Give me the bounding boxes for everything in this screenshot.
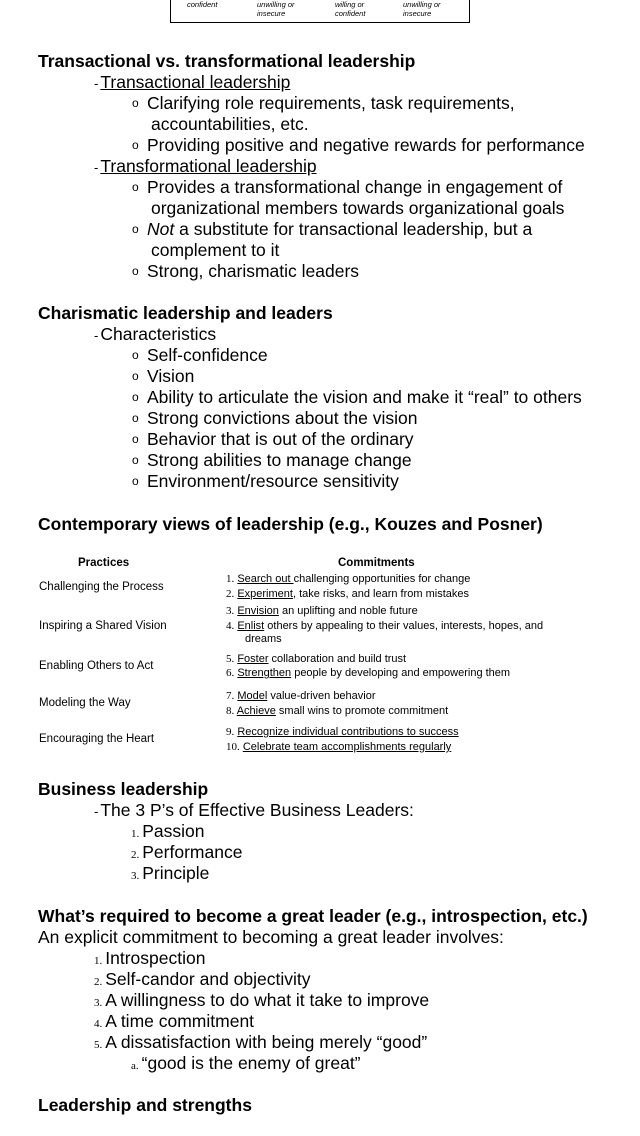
bullet-text: Behavior that is out of the ordinary [147,429,414,449]
bullet-text: Clarifying role requirements, task requirements, [147,93,515,113]
numbered-item: 3. A willingness to do what it take to improve [94,990,430,1010]
section-heading: Business leadership [38,779,209,799]
practice-cell: Modeling the Way [39,697,131,709]
bullet-circle-icon: o [132,390,139,404]
numbered-item: 1. Passion [131,821,205,841]
commitment-line: 6. Strengthen people by developing and empowering them [226,667,511,679]
numbered-item: 2. Self-candor and objectivity [94,969,311,989]
top-table-cell: willing or confident [335,0,366,18]
practice-cell: Encouraging the Heart [39,733,155,745]
bullet-text: Environment/resource sensitivity [147,471,399,491]
section-heading: Contemporary views of leadership (e.g., Kouzes and Posner) [38,514,543,534]
bullet-text: Not a substitute for transactional leadership, but a [147,219,533,239]
bullet-text: Vision [147,366,195,386]
subhead-transformational: - Transformational leadership [94,156,317,176]
bullet-text-cont: organizational members towards organizational goals [151,198,565,218]
section-heading: What’s required to become a great leader (e.g., introspection, etc.) [38,906,588,926]
bullet-text: Self-confidence [147,345,268,365]
section-heading: Transactional vs. transformational leadership [38,51,416,71]
commitment-line: 10. Celebrate team accomplishments regularly [226,741,452,753]
commitment-line: 3. Envision an uplifting and noble future [226,605,418,617]
numbered-item: 2. Performance [131,842,243,862]
bullet-circle-icon: o [132,138,139,152]
bullet-text: Strong, charismatic leaders [147,261,360,281]
subhead-characteristics: - Characteristics [94,324,217,344]
bullet-text-cont: accountabilities, etc. [151,114,309,134]
bullet-text: Strong abilities to manage change [147,450,412,470]
bullet-circle-icon: o [132,369,139,383]
commitment-line: 2. Experiment, take risks, and learn from mistakes [226,588,470,600]
bullet-text: Ability to articulate the vision and make it “real” to others [147,387,582,407]
bullet-circle-icon: o [132,453,139,467]
numbered-item: 1. Introspection [94,948,206,968]
numbered-item: 5. A dissatisfaction with being merely “good” [94,1032,428,1052]
commitment-line: 9. Recognize individual contributions to success [226,726,459,738]
subhead-transactional: - Transactional leadership [94,72,291,92]
top-table-cell: confident [187,0,218,9]
commitment-line: 5. Foster collaboration and build trust [226,653,407,665]
commitment-line: 1. Search out challenging opportunities for change [226,573,471,585]
top-table-fragment [170,0,470,23]
table-header-practices: Practices [78,557,130,569]
bullet-text-cont: complement to it [151,240,280,260]
bullet-circle-icon: o [132,348,139,362]
subhead-3ps: - The 3 P’s of Effective Business Leaders: [94,800,414,820]
numbered-item: 3. Principle [131,863,210,883]
bullet-circle-icon: o [132,411,139,425]
sub-item: a. “good is the enemy of great” [131,1053,361,1073]
bullet-circle-icon: o [132,180,139,194]
practice-cell: Enabling Others to Act [39,660,154,672]
bullet-circle-icon: o [132,432,139,446]
top-table-cell: unwilling or insecure [257,0,295,18]
commitment-line: 7. Model value-driven behavior [226,690,376,702]
commitment-line: 4. Enlist others by appealing to their values, interests, hopes, and [226,620,544,632]
bullet-circle-icon: o [132,96,139,110]
table-header-commitments: Commitments [338,557,415,569]
bullet-circle-icon: o [132,264,139,278]
bullet-circle-icon: o [132,474,139,488]
practice-cell: Challenging the Process [39,581,164,593]
bullet-text: Provides a transformational change in engagement of [147,177,563,197]
bullet-circle-icon: o [132,222,139,236]
section-heading: Charismatic leadership and leaders [38,303,333,323]
top-table-cell: unwilling or insecure [403,0,441,18]
practice-cell: Inspiring a Shared Vision [39,620,167,632]
commitment-line: 8. Achieve small wins to promote commitment [226,705,449,717]
numbered-item: 4. A time commitment [94,1011,255,1031]
bullet-text: Strong convictions about the vision [147,408,418,428]
bullet-text: Providing positive and negative rewards for performance [147,135,585,155]
commitment-line-cont: dreams [245,633,282,645]
section-heading: Leadership and strengths [38,1095,252,1115]
intro-text: An explicit commitment to becoming a great leader involves: [38,927,504,947]
